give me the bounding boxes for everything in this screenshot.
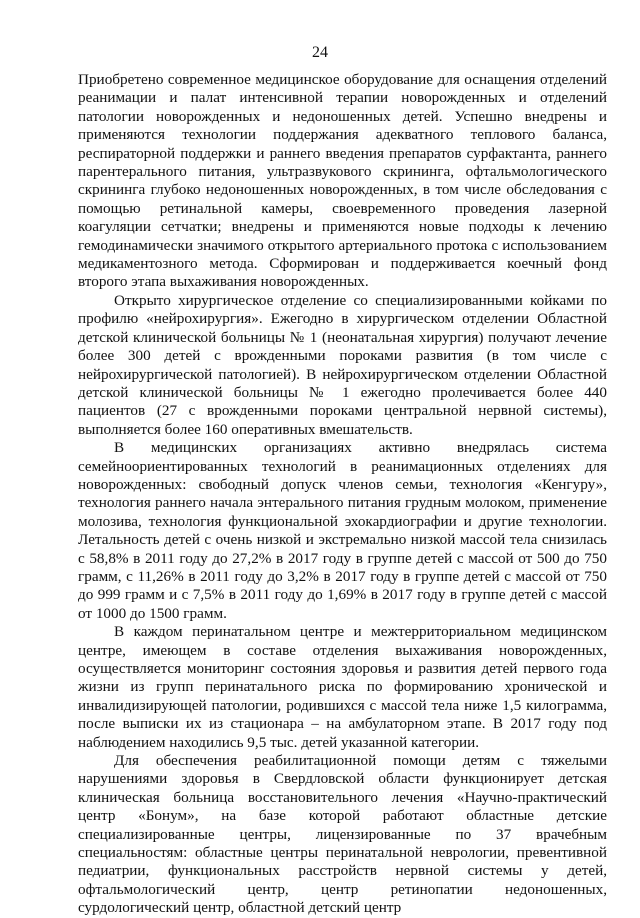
paragraph: Для обеспечения реабилитационной помощи детям с тяжелыми нарушениями здоровья в Свердловской области функционирует детская клиническая больница восстановительного лечения «Научно-практический центр «Бонум», на базе которой работают областные детские специализированные центры, лицензированные по 37 врачебным специальностям: областные центры перинатальной неврологии, превентивной педиатрии, функциональных расстройств нервной системы у детей, офтальмологический центр, центр ретинопатии недоношенных, сурдологический центр, областной детский центр [78, 752, 607, 917]
body-text [78, 71, 607, 918]
paragraph: Приобретено современное медицинское оборудование для оснащения отделений реанимации и палат интенсивной терапии новорожденных и отделений патологии новорожденных и недоношенных детей. Успешно внедрены и применяются технологии поддержания адекватного теплового баланса, респираторной поддержки и раннего введения препаратов сурфактанта, раннего парентерального питания, ультразвукового скрининга, офтальмологического скрининга глубоко недоношенных новорожденных, в том числе обследования с помощью ретинальной камеры, своевременного проведения лазерной коагуляции сетчатки; внедрены и применяются новые подходы к лечению гемодинамически значимого открытого артериального протока с использованием медикаментозного метода. Сформирован и поддерживается коечный фонд второго этапа выхаживания новорожденных. [78, 71, 607, 291]
page-number: 24 [312, 44, 328, 61]
paragraph: В медицинских организациях активно внедрялась система семейноориентированных технологий в реанимационных отделениях для новорожденных: свободный допуск членов семьи, технология «Кенгуру», технология раннего начала энтерального питания грудным молоком, применение молозива, технология функциональной эхокардиографии и другие технологии. Летальность детей с очень низкой и экстремально низкой массой тела снизилась с 58,8% в 2011 году до 27,2% в 2017 году в группе детей с массой от 500 до 750 грамм, с 11,26% в 2011 году до 3,2% в 2017 году в группе детей с массой от 750 до 999 грамм и с 7,5% в 2011 году до 1,69% в 2017 году в группе детей с массой от 1000 до 1500 грамм. [78, 439, 607, 622]
paragraph: В каждом перинатальном центре и межтерриториальном медицинском центре, имеющем в составе отделения выхаживания новорожденных, осуществляется мониторинг состояния здоровья и развития детей первого года жизни из групп перинатального риска по формированию хронической и инвалидизирующей патологии, родившихся с массой тела ниже 1,5 килограмма, после выписки их из стационара – на амбулаторном этапе. В 2017 году под наблюдением находились 9,5 тыс. детей указанной категории. [78, 623, 607, 751]
paragraph: Открыто хирургическое отделение со специализированными койками по профилю «нейрохирургия». Ежегодно в хирургическом отделении Областной детской клинической больницы № 1 (неонатальная хирургия) получают лечение более 300 детей с врожденными пороками развития (в том числе с нейрохирургической патологией). В нейрохирургическом отделении Областной детской клинической больницы № 1 ежегодно пролечивается более 440 пациентов (27 с врожденными пороками центральной нервной системы), выполняется более 160 оперативных вмешательств. [78, 291, 607, 438]
